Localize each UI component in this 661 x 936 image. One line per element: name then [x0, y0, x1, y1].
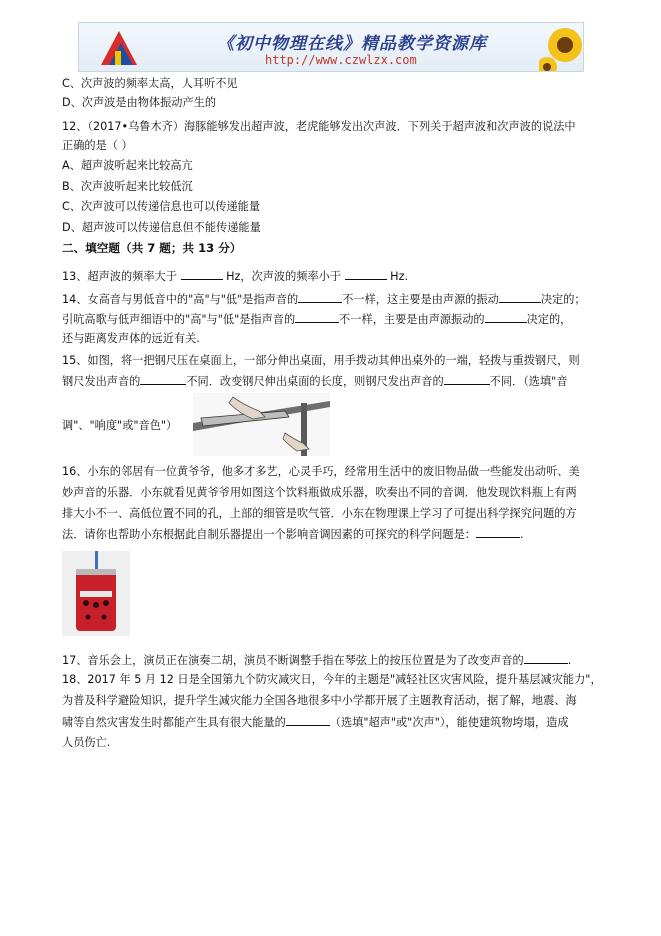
q12-stem-line2: 正确的是（ ） — [62, 139, 133, 152]
q13-text-c: Hz. — [390, 270, 409, 283]
q15-line3: 调"、"响度"或"音色"） — [62, 419, 178, 432]
q13-text-b: Hz，次声波的频率小于 — [226, 270, 342, 283]
q16-text-b: . — [519, 528, 524, 541]
answer-blank — [295, 311, 339, 323]
q16-line2: 妙声音的乐器．小东就看见黄爷爷用如图这个饮料瓶做成乐器，吹奏出不同的音调．他发现饮料瓶上有两 — [62, 486, 577, 499]
answer-blank — [181, 268, 223, 280]
answer-blank — [485, 311, 527, 323]
q14-text-b: 不一样，这主要是由声源的振动 — [342, 293, 499, 306]
answer-blank — [476, 526, 520, 538]
q17-text-b: . — [567, 654, 572, 667]
q17-text-a: 17、音乐会上，演员正在演奏二胡，演员不断调整手指在琴弦上的按压位置是为了改变声音的 — [62, 654, 524, 667]
answer-blank — [286, 714, 330, 726]
ruler-on-desk-image — [193, 393, 330, 456]
q16-text-a: 法．请你也帮助小东根据此自制乐器提出一个影响音调因素的可探究的科学问题是： — [62, 528, 476, 541]
answer-blank — [345, 268, 387, 280]
q16-line3: 排大小不一、高低位置不同的孔，上部的细管是吹气管．小东在物理课上学习了可提出科学探究问题的方 — [62, 507, 577, 520]
q14-text-d: 引吭高歌与低声细语中的"高"与"低"是指声音的 — [62, 313, 296, 326]
q18-line3 — [62, 714, 569, 731]
q11-option-d: D、次声波是由物体振动产生的 — [62, 96, 217, 109]
q14-line1 — [62, 291, 586, 308]
drink-can-instrument-image — [62, 551, 130, 636]
header-banner — [78, 22, 584, 72]
q16-line1: 16、小东的邻居有一位黄爷爷，他多才多艺，心灵手巧，经常用生活中的废旧物品做一些能发出动听、美 — [62, 465, 580, 478]
banner-url: http://www.czwlzx.com — [265, 53, 417, 67]
q18-line2: 为普及科学避险知识，提升学生减灾能力全国各地很多中小学都开展了主题教育活动，据了解，地震、海 — [62, 694, 577, 707]
q12-option-a: A、超声波听起来比较高亢 — [62, 159, 193, 172]
answer-blank — [444, 373, 490, 385]
logo-icon — [97, 27, 141, 69]
q13-line — [62, 268, 408, 285]
q18-line1: 18、2017 年 5 月 12 日是全国第九个防灾减灾日，今年的主题是"减轻社区灾害风险，提升基层减灾能力"， — [62, 673, 602, 686]
answer-blank — [298, 291, 342, 303]
answer-blank — [524, 652, 568, 664]
q13-text-a: 13、超声波的频率大于 — [62, 270, 177, 283]
section-heading-fill-blank: 二、填空题（共 7 题；共 13 分） — [62, 241, 242, 255]
answer-blank — [499, 291, 541, 303]
q15-line2 — [62, 373, 568, 390]
q12-option-b: B、次声波听起来比较低沉 — [62, 180, 193, 193]
q14-line2 — [62, 311, 571, 328]
q14-text-c: 决定的； — [540, 293, 586, 306]
q18-text-a: 啸等自然灾害发生时都能产生具有很大能量的 — [62, 716, 286, 729]
q14-text-f: 决定的， — [526, 313, 572, 326]
q14-text-a: 14、女高音与男低音中的"高"与"低"是指声音的 — [62, 293, 299, 306]
q15-text-b: 不同．改变钢尺伸出桌面的长度，则钢尺发出声音的 — [186, 375, 444, 388]
q15-text-a: 钢尺发出声音的 — [62, 375, 141, 388]
q12-stem-line1: 12、（2017•乌鲁木齐）海豚能够发出超声波，老虎能够发出次声波．下列关于超声波和次声波的说法中 — [62, 120, 576, 133]
q12-option-c: C、次声波可以传递信息也可以传递能量 — [62, 200, 261, 213]
q14-line3: 还与距离发声体的远近有关. — [62, 332, 200, 345]
q11-option-c: C、次声波的频率太高，人耳听不见 — [62, 77, 238, 90]
q15-line1: 15、如图，将一把钢尺压在桌面上，一部分伸出桌面，用手拨动其伸出桌外的一端，轻拨与重拨钢尺，则 — [62, 354, 580, 367]
sunflower-icon — [539, 23, 583, 72]
q16-line4 — [62, 526, 524, 543]
q18-text-b: （选填"超声"或"次声"），能使建筑物垮塌，造成 — [329, 716, 569, 729]
q17-line — [62, 652, 571, 669]
q14-text-e: 不一样，主要是由声源振动的 — [339, 313, 485, 326]
q15-text-c: 不同．（选填"音 — [489, 375, 568, 388]
answer-blank — [140, 373, 186, 385]
banner-title: 《初中物理在线》精品教学资源库 — [217, 34, 487, 54]
q18-line4: 人员伤亡. — [62, 736, 111, 749]
q12-option-d: D、超声波可以传递信息但不能传递能量 — [62, 221, 261, 234]
